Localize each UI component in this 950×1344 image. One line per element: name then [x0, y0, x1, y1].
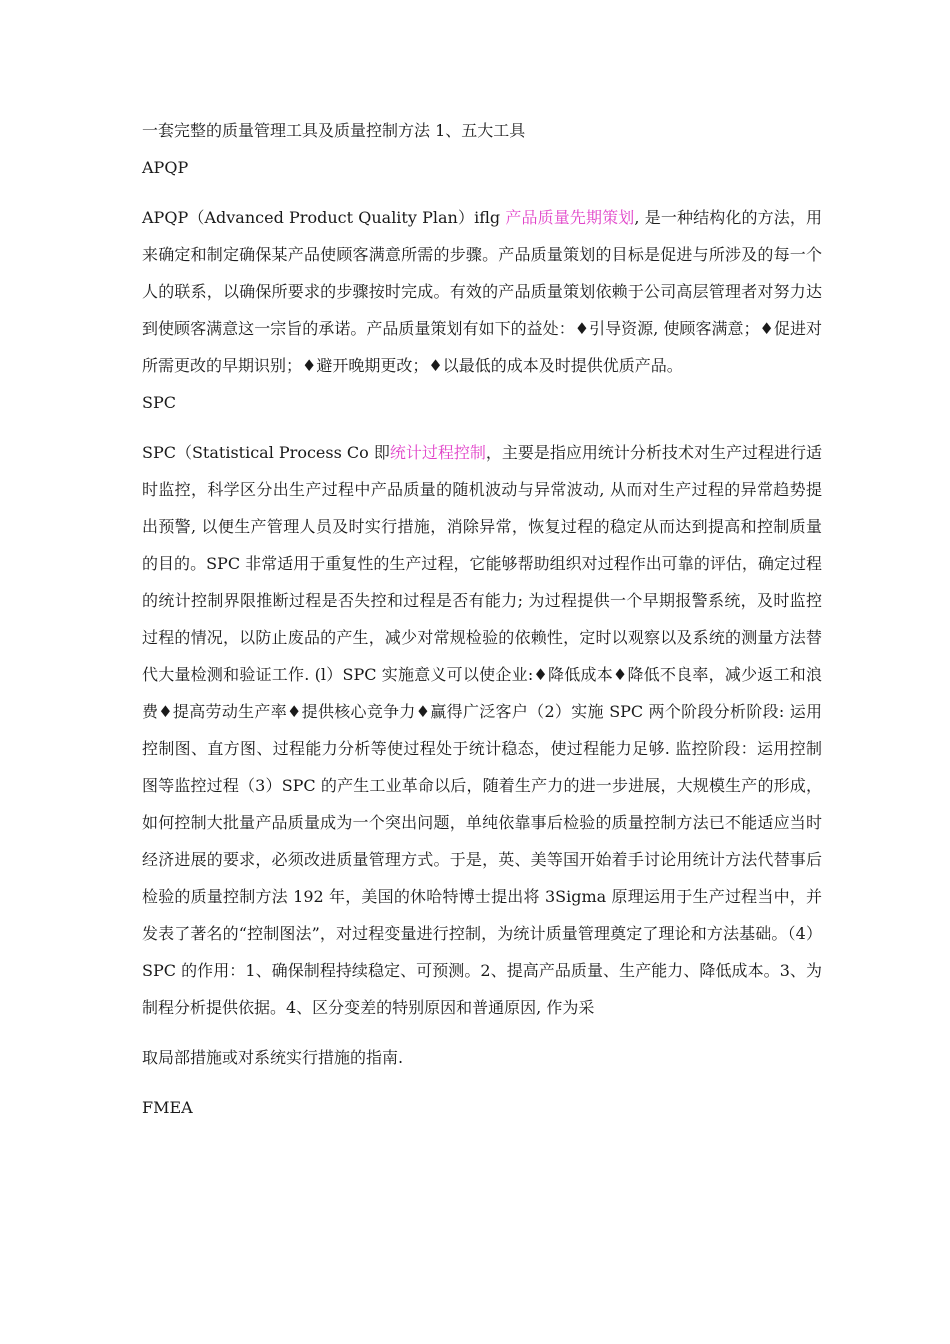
apqp-text-start: APQP（Advanced Product Quality Plan）iflg [142, 208, 506, 227]
apqp-text-rest: , 是一种结构化的方法，用来确定和制定确保某产品使顾客满意所需的步骤。产品质量策划的目标是促进与所涉及的每一个人的联系，以确保所要求的步骤按时完成。有效的产品质量策划依赖于公司高层管理者对努力达到使顾客满意这一宗旨的承诺。产品质量策划有如下的益处：♦引导资源, 使顾客满意；♦促进对所需更改的早期识别；♦避开晚期更改；♦以最低的成本及时提供优质产品。 [142, 208, 822, 375]
spc-link[interactable]: 统计过程控制 [389, 443, 486, 462]
document-title: 一套完整的质量管理工具及质量控制方法 1、五大工具 [142, 121, 526, 140]
document-page [142, 112, 822, 1126]
paragraph-apqp [142, 199, 822, 384]
section-heading-spc: SPC [142, 393, 176, 412]
spc-text-start: SPC（Statistical Process Co 即 [142, 443, 390, 462]
spacer [142, 1026, 822, 1039]
spacer [142, 186, 822, 199]
spacer [142, 1076, 822, 1089]
section-heading-apqp: APQP [142, 158, 189, 177]
spacer [142, 421, 822, 434]
apqp-link[interactable]: 产品质量先期策划 [505, 208, 635, 227]
spc-text-rest: ，主要是指应用统计分析技术对生产过程进行适时监控，科学区分出生产过程中产品质量的随机波动与异常波动, 从而对生产过程的异常趋势提出预警, 以便生产管理人员及时实行措施，消除异常，恢复过程的稳定从而达到提高和控制质量的目的。SPC 非常适用于重复性的生产过程，它能够帮助组织对过程作出可靠的评估，确定过程的统计控制界限推断过程是否失控和过程是否有能力; 为过程提供一个早期报警系统，及时监控过程的情况，以防止废品的产生，减少对常规检验的依赖性，定时以观察以及系统的测量方法替代大量检测和验证工作. (l）SPC 实施意义可以使企业:♦降低成本♦降低不良率，减少返工和浪费♦提高劳动生产率♦提供核心竞争力♦赢得广泛客户（2）实施 SPC 两个阶段分析阶段: 运用控制图、直方图、过程能力分析等使过程处于统计稳态，使过程能力足够. 监控阶段：运用控制图等监控过程（3）SPC 的产生工业革命以后，随着生产力的进一步进展，大规模生产的形成，如何控制大批量产品质量成为一个突出问题，单纯依靠事后检验的质量控制方法已不能适应当时经济进展的要求，必须改进质量管理方式。于是，英、美等国开始着手讨论用统计方法代替事后检验的质量控制方法 192 年，美国的休哈特博士提出将 3Sigma 原理运用于生产过程当中，并发表了著名的“控制图法”，对过程变量进行控制，为统计质量管理奠定了理论和方法基础。（4）SPC 的作用：1、确保制程持续稳定、可预测。2、提高产品质量、生产能力、降低成本。3、为制程分析提供依据。4、区分变差的特别原因和普通原因, 作为采 [142, 443, 822, 1017]
paragraph-spc-continuation: 取局部措施或对系统实行措施的指南. [142, 1048, 404, 1067]
paragraph-spc [142, 434, 822, 1026]
section-heading-fmea: FMEA [142, 1098, 193, 1117]
